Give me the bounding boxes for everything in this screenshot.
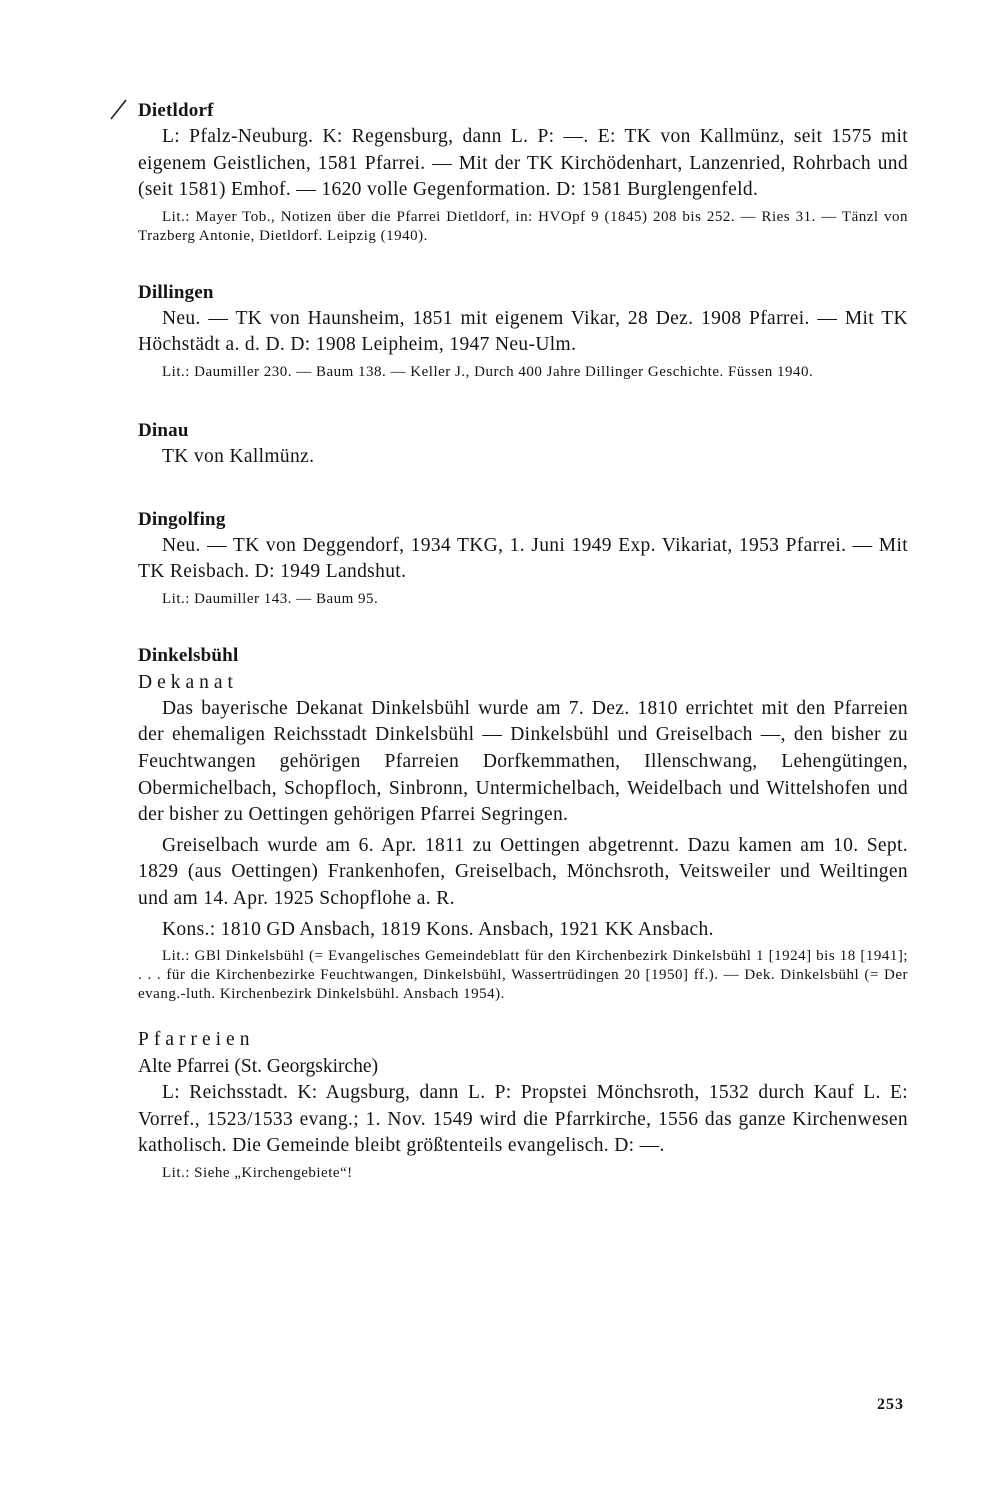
entry-paragraph: Neu. — TK von Haunsheim, 1851 mit eigenem Vikar, 28 Dez. 1908 Pfarrei. — Mit TK Höchstädt a. d. D. D: 1908 Leipheim, 1947 Neu-Ulm. (138, 307, 908, 356)
entry-paragraph: L: Pfalz-Neuburg. K: Regensburg, dann L. P: —. E: TK von Kallmünz, seit 1575 mit eigenem Geistlichen, 1581 Pfarrei. — Mit der TK Kirchödenhart, Lanzenried, Rohrbach und (seit 1581) Emhof. — 1620 volle Gegenformation. D: 1581 Burglengenfeld. (138, 126, 908, 201)
literature-text: Lit.: Siehe „Kirchengebiete“! (162, 1164, 353, 1181)
entry-paragraph: TK von Kallmünz. (162, 445, 315, 467)
entry-paragraph: Greiselbach wurde am 6. Apr. 1811 zu Oettingen abgetrennt. Dazu kamen am 10. Sept. 1829 (aus Oettingen) Frankenhofen, Greiselbach, Mönchsroth, Veitsweiler und Weiltingen und am 14. Apr. 1925 Schopflohe a. R. (138, 834, 908, 909)
entry-paragraph: Neu. — TK von Deggendorf, 1934 TKG, 1. Juni 1949 Exp. Vikariat, 1953 Pfarrei. — Mit TK Reisbach. D: 1949 Landshut. (138, 534, 908, 583)
subheading-alte-pfarrei: Alte Pfarrei (St. Georgskirche) (138, 1056, 379, 1078)
literature-text: Lit.: GBl Dinkelsbühl (= Evangelisches Gemeindeblatt für den Kirchenbezirk Dinkelsbühl 1 [1924] bis 18 [1941]; . . . für die Kirchenbezirke Feuchtwangen, Dinkelsbühl, Wassertrüdingen 20 [1950] ff.). — Dek. Dinkelsbühl (= Der evang.-luth. Kirchenbezirk Dinkelsbühl. Ansbach 1954). (138, 948, 908, 1003)
entry-heading: Dietldorf (138, 100, 214, 121)
entry-heading: Dillingen (138, 281, 214, 303)
entry-heading: Dinkelsbühl (138, 644, 239, 666)
entry-body (138, 124, 908, 204)
entry-paragraph: Das bayerische Dekanat Dinkelsbühl wurde am 7. Dez. 1810 errichtet mit den Pfarreien der ehemaligen Reichsstadt Dinkelsbühl — Dinkelsbühl und Greiselbach —, den bisher zu Feuchtwangen gehörigen Pfarreien Dorfkemmathen, Illenschwang, Lehengütingen, Obermichelbach, Schopfloch, Sinbronn, Untermichelbach, Weidelbach und Wittelshofen und der bisher zu Oettingen gehörigen Pfarrei Segringen. (138, 697, 908, 826)
page-content (138, 98, 908, 1183)
page-number: 253 (877, 1396, 904, 1413)
literature-note (138, 590, 908, 609)
entry-body (138, 444, 908, 471)
literature-text: Lit.: Daumiller 143. — Baum 95. (162, 590, 379, 607)
literature-note (138, 363, 908, 382)
entry-dillingen (138, 280, 908, 382)
entry-body (138, 306, 908, 359)
entry-heading: Dingolfing (138, 508, 226, 530)
entry-dietldorf (138, 98, 908, 246)
literature-note (138, 208, 908, 246)
entry-body (138, 696, 908, 943)
entry-heading: Dinau (138, 419, 189, 441)
entry-dinkelsbuehl (138, 643, 908, 1004)
section-heading-dekanat: Dekanat (138, 671, 238, 693)
section-heading-pfarreien: Pfarreien (138, 1029, 255, 1051)
entry-dinau (138, 418, 908, 471)
literature-note (138, 1164, 908, 1183)
literature-note (138, 947, 908, 1004)
entry-body (138, 1080, 908, 1160)
entry-body (138, 533, 908, 586)
literature-text: Lit.: Daumiller 230. — Baum 138. — Keller J., Durch 400 Jahre Dillinger Geschichte. Füssen 1940. (162, 363, 814, 380)
check-mark-icon (108, 96, 130, 122)
literature-text: Lit.: Mayer Tob., Notizen über die Pfarrei Dietldorf, in: HVOpf 9 (1845) 208 bis 252. — Ries 31. — Tänzl von Trazberg Antonie, Dietldorf. Leipzig (1940). (138, 208, 908, 244)
entry-paragraph: L: Reichsstadt. K: Augsburg, dann L. P: Propstei Mönchsroth, 1532 durch Kauf L. E: Vorref., 1523/1533 evang.; 1. Nov. 1549 wird die Pfarrkirche, 1556 das ganze Kirchenwesen katholisch. Die Gemeinde bleibt größtenteils evangelisch. D: —. (138, 1082, 908, 1157)
entry-paragraph: Kons.: 1810 GD Ansbach, 1819 Kons. Ansbach, 1921 KK Ansbach. (162, 918, 714, 940)
entry-pfarreien (138, 1026, 908, 1183)
entry-dingolfing (138, 507, 908, 609)
